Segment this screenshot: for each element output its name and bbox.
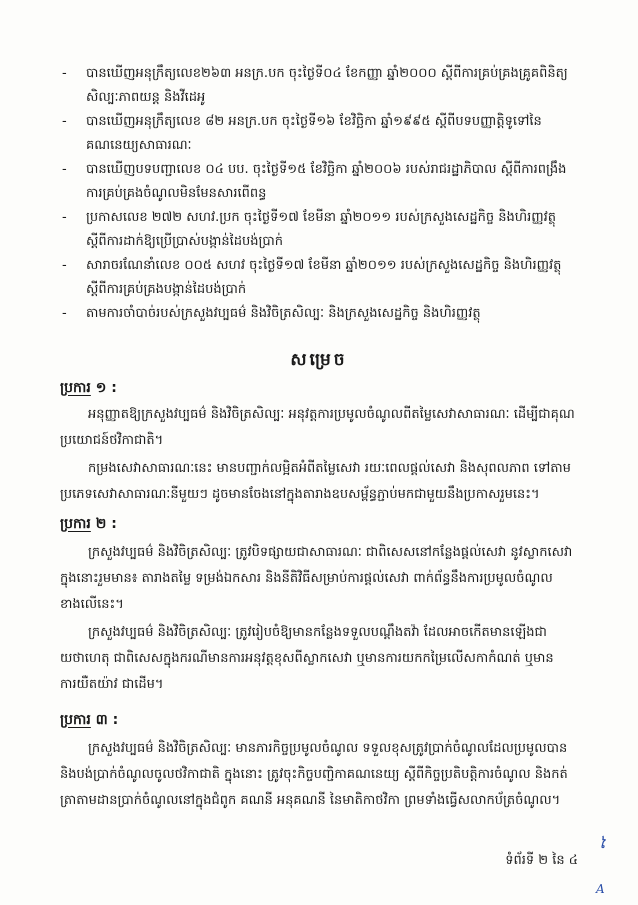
handwritten-mark: ໄ <box>598 836 605 852</box>
consideration-text: តាមការចាំបាច់របស់ក្រសួងវប្បធម៌ និងវិចិត្រសិល្បៈ និងក្រសួងសេដ្ឋកិច្ច និងហិរញ្ញវត្ថុ <box>86 306 481 321</box>
article-1-paragraph-2: កម្រងសេវាសាធារណៈនេះ មានបញ្ជាក់លម្អិតអំពីតម្លៃសេវា រយៈពេលផ្តល់សេវា និងសុពលភាព ទៅតាមប្រភេទសេវាសាធារណៈនីមួយៗ ដូចមានចែងនៅក្នុងតារាងឧបសម្ព័ន្ធភ្ជាប់មកជាមួយនឹងប្រកាសរួមនេះ។ <box>60 461 571 502</box>
list-dash: - <box>62 306 67 321</box>
article-colon: : <box>111 380 117 396</box>
considerations-list <box>58 62 578 326</box>
consideration-item <box>58 206 578 254</box>
handwritten-initial: A <box>596 882 605 896</box>
article-word: ប្រការ <box>60 516 91 532</box>
consideration-text: បានឃើញអនុក្រឹត្យលេខ២៦៣ អនក្រ.បក ចុះថ្ងៃទី០៤ ខែកញ្ញា ឆ្នាំ២០០០ ស្តីពីការគ្រប់គ្រងគ្រូគពិនិត្យសិល្បៈភាពយន្ត និងវីដេអូ <box>86 66 568 105</box>
article-colon: : <box>111 516 117 532</box>
article-2-paragraph-1: ក្រសួងវប្បធម៌ និងវិចិត្រសិល្បៈ ត្រូវបិទផ្សាយជាសាធារណៈ ជាពិសេសនៅកន្លែងផ្តល់សេវា នូវស្លាកសេវា ក្នុងនោះរួមមាន៖ តារាងតម្លៃ ទម្រង់ឯកសារ និងនីតិវិធីសម្រាប់ការផ្តល់សេវា ពាក់ព័ន្ធនឹងការប្រមូលចំណូលខាងលើនេះ។ <box>60 545 573 612</box>
article-3-heading <box>60 710 118 731</box>
consideration-item <box>58 254 578 302</box>
decision-title: សម្រេច <box>290 350 348 370</box>
list-dash: - <box>62 114 67 129</box>
article-number: ៣ <box>95 712 108 728</box>
article-1-paragraph-1: អនុញ្ញាតឱ្យក្រសួងវប្បធម៌ និងវិចិត្រសិល្បៈ អនុវត្តការប្រមូលចំណូលពីតម្លៃសេវាសាធារណៈ ដើម្បីជាគុណប្រយោជន៍ថវិកាជាតិ។ <box>60 407 575 448</box>
consideration-text: បានឃើញអនុក្រឹត្យលេខ ៨២ អនក្រ.បក ចុះថ្ងៃទី១៦ ខែវិច្ឆិកា ឆ្នាំ១៩៩៥ ស្តីពីបទបញ្ញាត្តិទូទៅនៃគណនេយ្យសាធារណៈ <box>86 114 542 153</box>
consideration-text: ប្រកាសលេខ ២៧២ សហវ.ប្រក ចុះថ្ងៃទី១៧ ខែមីនា ឆ្នាំ២០១១ របស់ក្រសួងសេដ្ឋកិច្ច និងហិរញ្ញវត្ថុ ស្តីពីការដាក់ឱ្យប្រើប្រាស់បង្កាន់ដៃបង់ប្រាក់ <box>86 210 557 249</box>
consideration-item <box>58 158 578 206</box>
article-word: ប្រការ <box>60 712 91 728</box>
article-number: ១ <box>95 380 107 396</box>
article-number: ២ <box>95 516 107 532</box>
list-dash: - <box>62 66 67 81</box>
list-dash: - <box>62 210 67 225</box>
consideration-text: សារាចរណែនាំលេខ ០០៥ សហវ ចុះថ្ងៃទី១៧ ខែមីនា ឆ្នាំ២០១១ របស់ក្រសួងសេដ្ឋកិច្ច និងហិរញ្ញវត្ថុ ស្តីពីការគ្រប់គ្រងបង្កាន់ដៃបង់ប្រាក់ <box>86 258 562 297</box>
article-1-heading <box>60 378 117 399</box>
page-number: ទំព័រទី ២ នៃ ៤ <box>505 853 578 868</box>
article-2-heading <box>60 514 117 535</box>
article-word: ប្រការ <box>60 380 91 396</box>
list-dash: - <box>62 258 67 273</box>
consideration-item <box>58 302 578 326</box>
article-3-paragraph-1: ក្រសួងវប្បធម៌ និងវិចិត្រសិល្បៈ មានភារកិច្ចប្រមូលចំណូល ទទួលខុសត្រូវប្រាក់ចំណូលដែលប្រមូលបាន និងបង់ប្រាក់ចំណូលចូលថវិកាជាតិ ក្នុងនោះ ត្រូវចុះកិច្ចបញ្ជិកាគណនេយ្យ ស្តីពីកិច្ចប្រតិបត្តិការចំណូល និងកត់ត្រាតាមដានប្រាក់ចំណូលនៅក្នុងជំពូក គណនី អនុគណនី នៃមាតិកាថវិកា ព្រមទាំងធ្វើសលាកប័ត្រចំណូល។ <box>60 741 568 808</box>
consideration-text: បានឃើញបទបញ្ជាលេខ ០៤ បប. ចុះថ្ងៃទី១៥ ខែវិច្ឆិកា ឆ្នាំ២០០៦ របស់រាជរដ្ឋាភិបាល ស្តីពីការពង្រឹងការគ្រប់គ្រងចំណូលមិនមែនសារពើពន្ធ <box>86 162 567 201</box>
article-2-paragraph-2: ក្រសួងវប្បធម៌ និងវិចិត្រសិល្បៈ ត្រូវរៀបចំឱ្យមានកន្លែងទទួលបណ្តឹងតវ៉ា ដែលអាចកើតមានឡើងជាយថាហេតុ ជាពិសេសក្នុងករណីមានការអនុវត្តខុសពីស្លាកសេវា ឬមានការយកកម្រៃលើសកាកំណត់ ឬមានការយឺតយ៉ាវ ជាដើម។ <box>60 625 554 692</box>
consideration-item <box>58 110 578 158</box>
article-colon: : <box>112 712 119 728</box>
consideration-item <box>58 62 578 110</box>
list-dash: - <box>62 162 67 177</box>
